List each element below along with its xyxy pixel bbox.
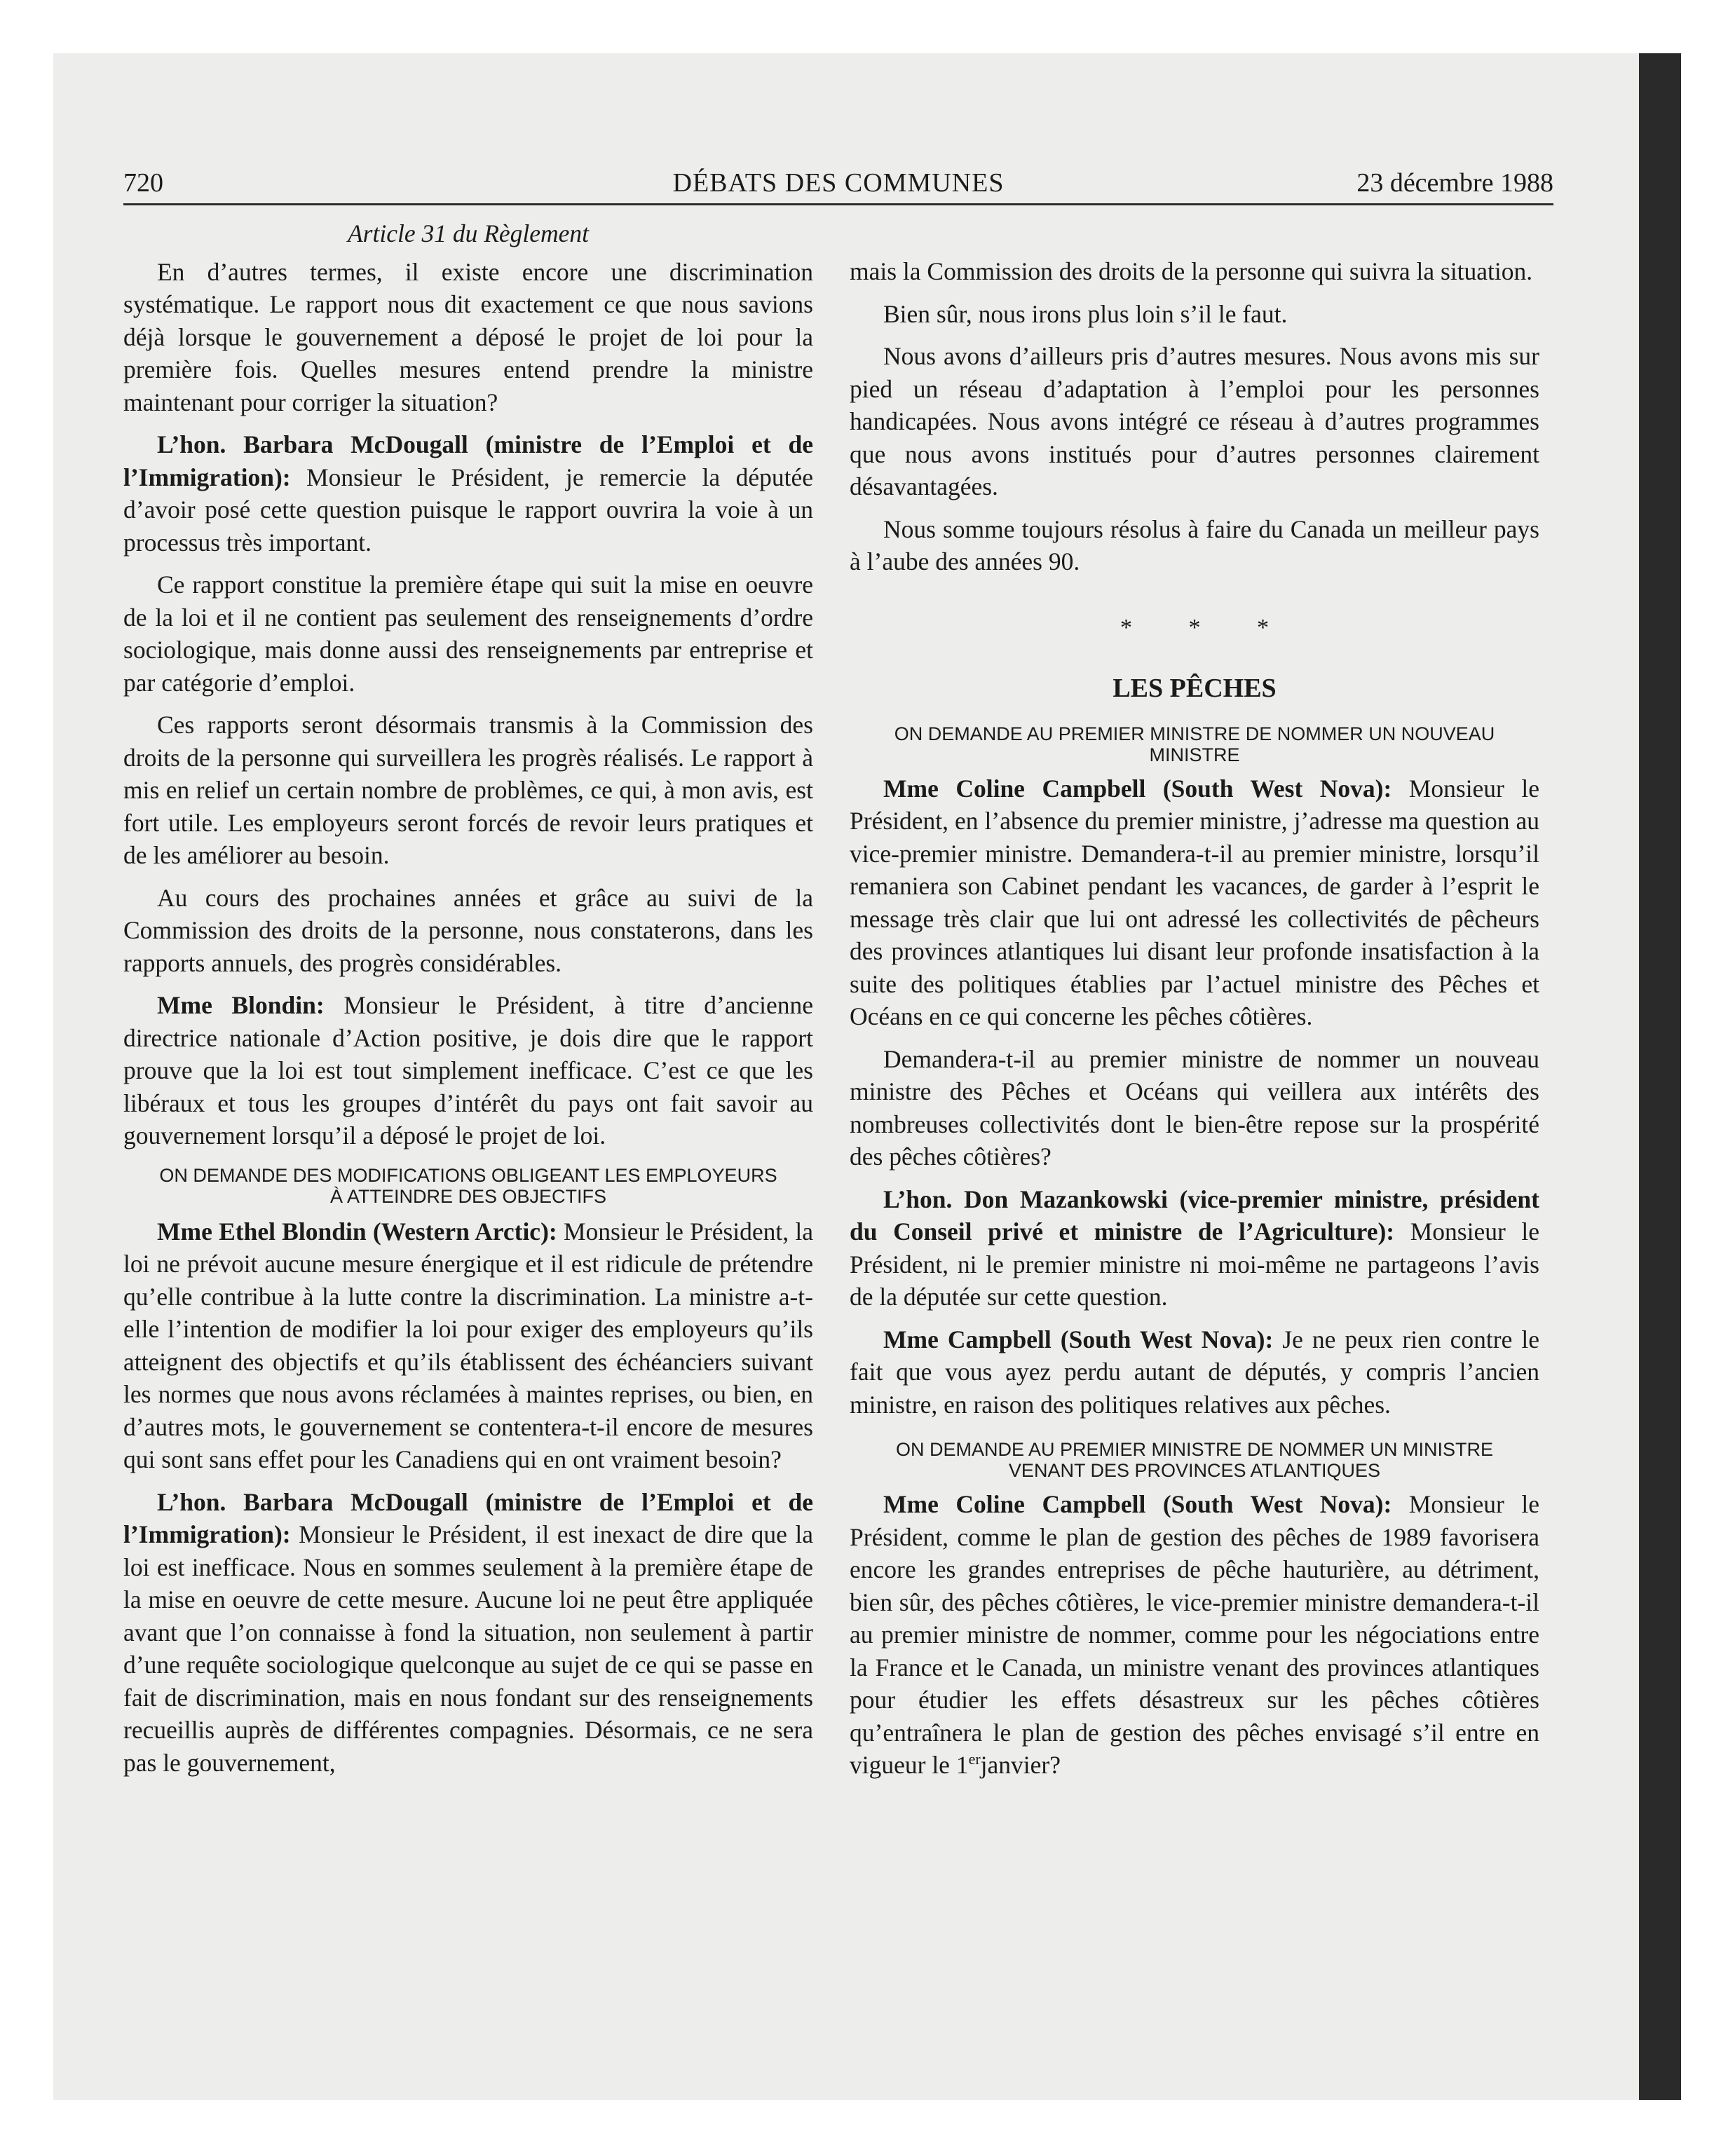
page-number: 720 (123, 168, 163, 198)
scan-edge-shadow (1639, 53, 1681, 2100)
speech-text: Monsieur le Président, comme le plan de gestion des pêches de 1989 favorisera encore les grandes entreprises de pêche hauturière, au détriment, bien sûr, des pêches côtières, le vice-premier ministre demandera-t-il au premier ministre de nommer, comme pour les négociations entre la France et le Canada, un ministre venant des provinces atlantiques pour étudier les effets désastreux sur les pêches côtières qu’entraînera le plan de gestion des pêches envisagé s’il entre en vigueur le 1 (850, 1490, 1539, 1779)
publication-title: DÉBATS DES COMMUNES (672, 168, 1005, 198)
speaker-name: Mme Coline Campbell (South West Nova): (883, 1490, 1392, 1518)
section-heading: LES PÊCHES (1113, 674, 1277, 703)
page-header (123, 163, 1553, 205)
paragraph: Demandera-t-il au premier ministre de nommer un nouveau ministre des Pêches et Océans qui veillera aux intérêts des nombreuses collectivités dont le bien-être repose sur la prospérité des pêches côtières? (850, 1044, 1539, 1171)
speaker-name: Mme Campbell (South West Nova): (883, 1325, 1274, 1353)
paragraph (850, 1183, 1539, 1314)
left-column (123, 217, 813, 1789)
speech-text: Monsieur le Président, la loi ne prévoit aucune mesure énergique et il est ridicule de prétendre qu’elle contribue à la lutte contre la discrimination. La ministre a-t-elle l’intention de modifier la loi pour exiger des employeurs qu’ils atteignent des objectifs et qu’ils établissent des échéanciers suivant les normes que nous avons réclamées à maintes reprises, ou bien, en d’autres mots, le gouvernement se contentera-t-il encore de mesures qui sont sans effet pour les Canadiens qui en ont vraiment besoin? (123, 1217, 814, 1473)
paragraph (123, 1215, 813, 1476)
paragraph: Bien sûr, nous irons plus loin s’il le faut. (883, 299, 1288, 328)
speech-text: Monsieur le Président, je remercie la députée d’avoir posé cette question puisque le rapport ouvrira la voie à un processus très important. (123, 463, 813, 557)
article-reference: Article 31 du Règlement (347, 219, 590, 247)
paragraph: Nous somme toujours résolus à faire du Canada un meilleur pays à l’aube des années 90. (850, 514, 1539, 575)
page-date: 23 décembre 1988 (1356, 168, 1553, 198)
speech-text: Monsieur le Président, à titre d’ancienne directrice nationale d’Action positive, je dois dire que le rapport prouve que la loi est tout simplement inefficace. C’est ce que les libéraux et tous les groupes d’intérêt du pays ont fait savoir au gouvernement lorsqu’il a déposé le projet de loi. (123, 991, 813, 1149)
subheading: ON DEMANDE AU PREMIER MINISTRE DE NOMMER UN MINISTRE VENANT DES PROVINCES ATLANTIQUES (895, 1439, 1494, 1481)
speaker-name: Mme Coline Campbell (South West Nova): (883, 774, 1392, 803)
paragraph: Ces rapports seront désormais transmis à la Commission des droits de la personne qui surveillera les progrès réalisés. Le rapport à mis en relief un certain nombre de problèmes, ce qui, à mon avis, est fort utile. Les employeurs seront forcés de revoir leurs pratiques et de les améliorer au besoin. (123, 711, 813, 869)
subheading: ON DEMANDE DES MODIFICATIONS OBLIGEANT LES EMPLOYEURS À ATTEINDRE DES OBJECTIFS (159, 1164, 777, 1207)
speech-text: Je ne peux rien contre le fait que vous ayez perdu autant de députés, y compris l’ancien ministre, en raison des politiques relatives aux pêches. (850, 1325, 1539, 1419)
speech-text: Monsieur le Président, ni le premier ministre ni moi-même ne partageons l’avis de la députée sur cette question. (850, 1217, 1539, 1311)
paragraph (123, 428, 813, 559)
speaker-name: L’hon. Barbara McDougall (ministre de l’Emploi et de l’Immigration): (123, 1487, 813, 1548)
paragraph (123, 1486, 813, 1780)
speech-text: Monsieur le Président, il est inexact de dire que la loi est inefficace. Nous en sommes seulement à la première étape de la mise en oeuvre de cette mesure. Aucune loi ne peut être appliquée avant que l’on connaisse à fond la situation, non seulement à partir d’une requête sociologique quelconque au sujet de ce qui se passe en fait de discrimination, mais en nous fondant sur des renseignements recueillis auprès de différentes compagnies. Désormais, ce ne sera pas le gouvernement, (123, 1520, 813, 1777)
subheading: ON DEMANDE AU PREMIER MINISTRE DE NOMMER UN NOUVEAU MINISTRE (894, 723, 1495, 765)
paragraph (123, 989, 813, 1152)
paragraph (850, 1323, 1539, 1421)
paragraph: Au cours des prochaines années et grâce au suivi de la Commission des droits de la personne, nous constaterons, dans les rapports annuels, des progrès considérables. (123, 883, 813, 977)
paragraph (850, 1488, 1539, 1782)
speaker-name: Mme Blondin: (157, 991, 325, 1019)
paragraph: Nous avons d’ailleurs pris d’autres mesures. Nous avons mis sur pied un réseau d’adaptation à l’emploi pour les personnes handicapées. Nous avons intégré ce réseau à d’autres programmes que nous avons institués pour d’autres personnes clairement désavantagées. (850, 342, 1539, 500)
paragraph: mais la Commission des droits de la personne qui suivra la situation. (850, 257, 1533, 285)
ordinal-superscript: er (968, 1750, 981, 1768)
speech-text: Monsieur le Président, en l’absence du premier ministre, j’adresse ma question au vice-premier ministre. Demandera-t-il au premier ministre, lorsqu’il remaniera son Cabinet pendant les vacances, de garder à l’esprit le message très clair que lui ont adressé les collectivités de pêcheurs des provinces atlantiques lui disant leur profonde insatisfaction à la suite des politiques établies par l’actuel ministre des Pêches et Océans en ce qui concerne les pêches côtières. (850, 774, 1539, 1030)
section-separator: * * * (1120, 614, 1294, 641)
speaker-name: L’hon. Don Mazankowski (vice-premier ministre, président du Conseil privé et ministre de l’Agriculture): (850, 1185, 1539, 1246)
right-column (850, 255, 1539, 1792)
paragraph: En d’autres termes, il existe encore une discrimination systématique. Le rapport nous dit exactement ce que nous savions déjà lorsque le gouvernement a déposé le projet de loi pour la première fois. Quelles mesures entend prendre la ministre maintenant pour corriger la situation? (123, 257, 813, 416)
speaker-name: Mme Ethel Blondin (Western Arctic): (157, 1217, 557, 1246)
speech-text: janvier? (980, 1751, 1061, 1779)
paragraph: Ce rapport constitue la première étape qui suit la mise en oeuvre de la loi et il ne contient pas seulement des renseignements d’ordre sociologique, mais donne aussi des renseignements par entreprise et par catégorie d’emploi. (123, 571, 813, 697)
paragraph (850, 772, 1539, 1033)
speaker-name: L’hon. Barbara McDougall (ministre de l’Emploi et de l’Immigration): (123, 430, 813, 491)
